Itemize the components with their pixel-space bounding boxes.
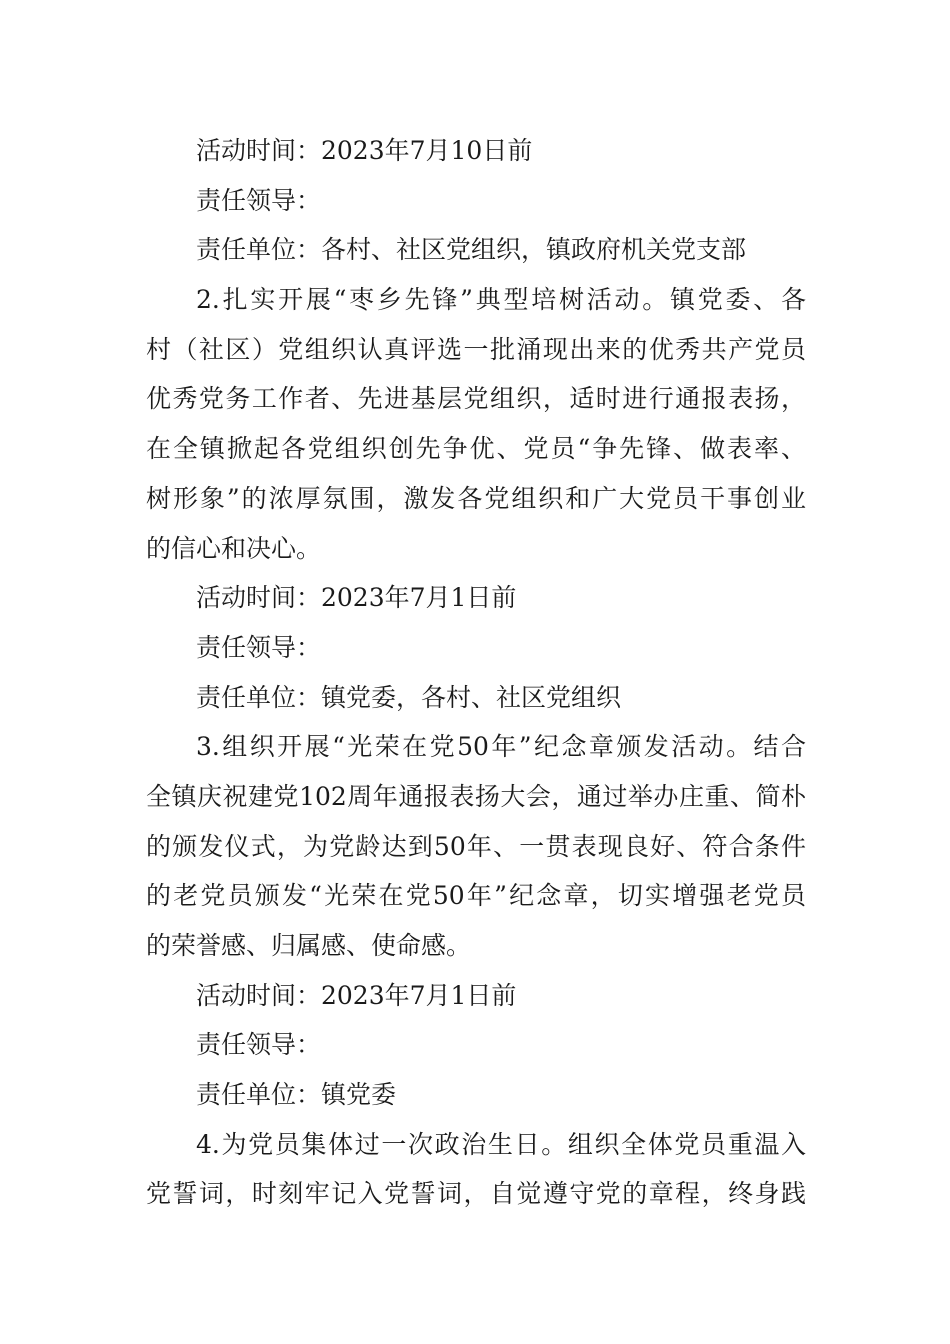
responsible-leader-line: 责任领导： (196, 632, 322, 662)
paragraph-line: 优秀党务工作者、先进基层党组织，适时进行通报表扬， (146, 384, 806, 414)
paragraph-line: 树形象”的浓厚氛围，激发各党组织和广大党员干事创业 (146, 483, 806, 513)
item-2-heading-line: 2.扎实开展“枣乡先锋”典型培树活动。镇党委、各 (196, 285, 806, 315)
activity-time-line: 活动时间：2023年7月10日前 (196, 136, 533, 165)
paragraph-line: 在全镇掀起各党组织创先争优、党员“争先锋、做表率、 (146, 434, 806, 464)
paragraph-line: 的颁发仪式，为党龄达到50年、一贯表现良好、符合条件 (146, 831, 806, 861)
item-4-heading-line: 4.为党员集体过一次政治生日。组织全体党员重温入 (196, 1129, 806, 1159)
paragraph-line: 的荣誉感、归属感、使命感。 (146, 931, 472, 960)
paragraph-line: 的信心和决心。 (146, 533, 322, 563)
responsible-unit-line: 责任单位：镇党委 (196, 1080, 397, 1110)
paragraph-line: 村（社区）党组织认真评选一批涌现出来的优秀共产党员 (146, 334, 806, 364)
paragraph-line: 全镇庆祝建党102周年通报表扬大会，通过举办庄重、简朴 (146, 781, 806, 811)
responsible-leader-line: 责任领导： (196, 185, 322, 215)
paragraph-line: 的老党员颁发“光荣在党50年”纪念章，切实增强老党员 (146, 881, 806, 911)
responsible-unit-line: 责任单位：镇党委，各村、社区党组织 (196, 682, 622, 712)
activity-time-line: 活动时间：2023年7月1日前 (196, 980, 517, 1010)
item-3-heading-line: 3.组织开展“光荣在党50年”纪念章颁发活动。结合 (196, 732, 806, 762)
responsible-leader-line: 责任领导： (196, 1030, 322, 1060)
activity-time-line: 活动时间：2023年7月1日前 (196, 583, 517, 613)
responsible-unit-line: 责任单位：各村、社区党组织，镇政府机关党支部 (196, 235, 747, 265)
document-body (146, 126, 806, 1219)
paragraph-line: 党誓词，时刻牢记入党誓词，自觉遵守党的章程，终身践 (146, 1179, 806, 1209)
